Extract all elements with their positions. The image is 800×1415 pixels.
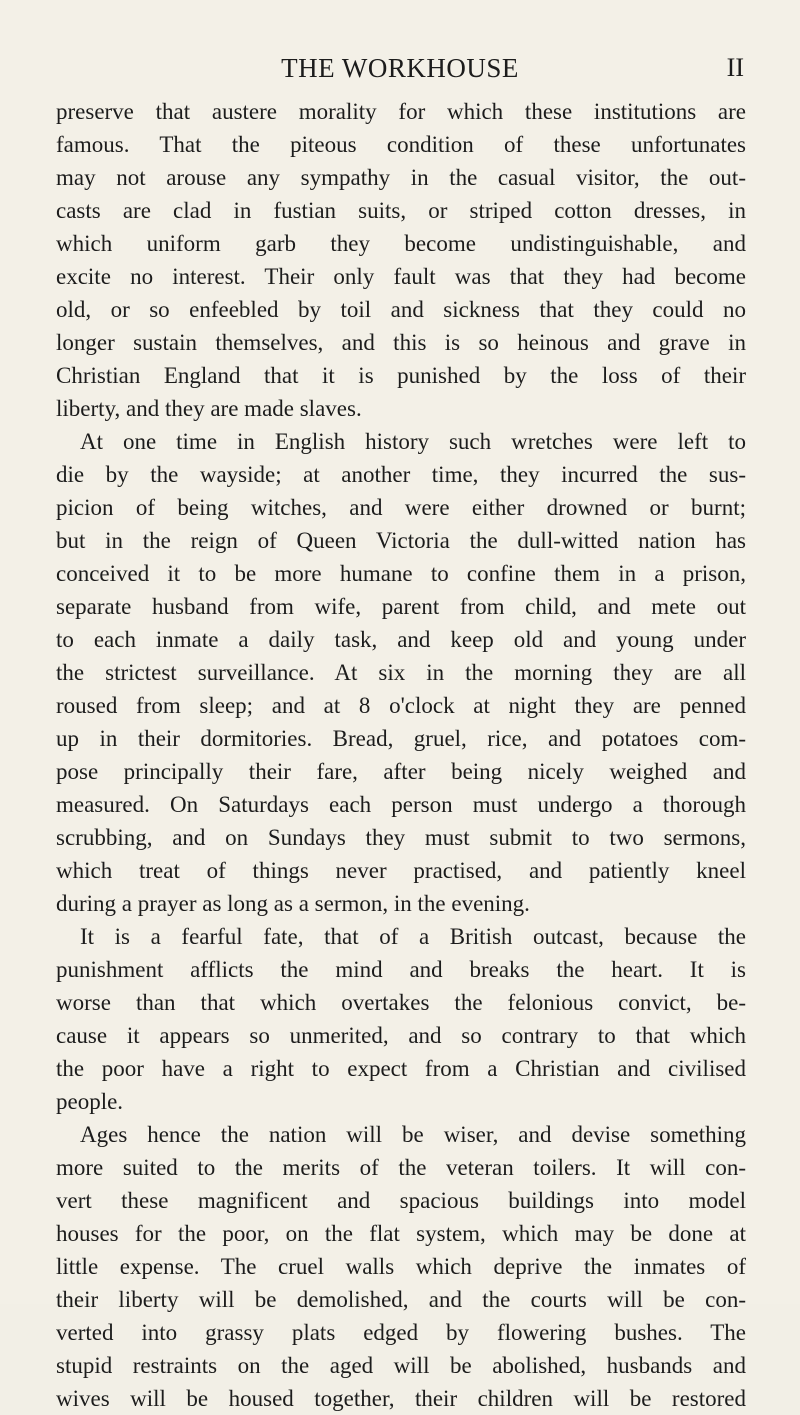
text-line: verted into grassy plats edged by flowering bushes. The [56, 1320, 746, 1345]
text-line: pose principally their fare, after being nicely weighed and [56, 759, 746, 784]
running-head [0, 50, 800, 90]
paragraph-end-line: liberty, and they are made slaves. [56, 396, 362, 421]
text-line: wives will be housed together, their children will be restored [56, 1386, 746, 1411]
text-line: stupid restraints on the aged will be abolished, husbands and [56, 1353, 746, 1378]
text-line: casts are clad in fustian suits, or striped cotton dresses, in [56, 198, 746, 223]
text-line: die by the wayside; at another time, they incurred the sus- [56, 462, 746, 487]
text-line: famous. That the piteous condition of these unfortunates [56, 132, 746, 157]
paragraph-first-line: It is a fearful fate, that of a British outcast, because the [80, 924, 746, 949]
page-number: II [726, 53, 744, 82]
text-line: Christian England that it is punished by the loss of their [56, 363, 746, 388]
text-line: preserve that austere morality for which these institutions are [56, 99, 746, 124]
text-line: up in their dormitories. Bread, gruel, rice, and potatoes com- [56, 726, 746, 751]
text-line: which uniform garb they become undistinguishable, and [56, 231, 746, 256]
text-line: houses for the poor, on the flat system, which may be done at [56, 1221, 746, 1246]
text-line: more suited to the merits of the veteran toilers. It will con- [56, 1155, 746, 1180]
body-text [56, 95, 746, 1415]
text-line: worse than that which overtakes the felonious convict, be- [56, 990, 746, 1015]
text-line: longer sustain themselves, and this is so heinous and grave in [56, 330, 746, 355]
text-line: but in the reign of Queen Victoria the dull-witted nation has [56, 528, 746, 553]
text-line: separate husband from wife, parent from child, and mete out [56, 594, 746, 619]
text-line: little expense. The cruel walls which deprive the inmates of [56, 1254, 746, 1279]
running-title: THE WORKHOUSE [281, 53, 519, 83]
text-line: old, or so enfeebled by toil and sickness that they could no [56, 297, 746, 322]
text-line: which treat of things never practised, and patiently kneel [56, 858, 746, 883]
text-line: conceived it to be more humane to confine them in a prison, [56, 561, 746, 586]
text-line: scrubbing, and on Sundays they must submit to two sermons, [56, 825, 746, 850]
paragraph-first-line: At one time in English history such wretches were left to [80, 429, 746, 454]
paragraph-end-line: during a prayer as long as a sermon, in the evening. [56, 891, 530, 916]
text-line: picion of being witches, and were either drowned or burnt; [56, 495, 746, 520]
text-line: their liberty will be demolished, and the courts will be con- [56, 1287, 746, 1312]
text-line: vert these magnificent and spacious buildings into model [56, 1188, 746, 1213]
text-line: the strictest surveillance. At six in the morning they are all [56, 660, 746, 685]
text-line: roused from sleep; and at 8 o'clock at night they are penned [56, 693, 746, 718]
text-line: measured. On Saturdays each person must undergo a thorough [56, 792, 746, 817]
text-line: to each inmate a daily task, and keep old and young under [56, 627, 746, 652]
text-line: punishment afflicts the mind and breaks the heart. It is [56, 957, 746, 982]
paragraph-end-line: people. [56, 1089, 124, 1114]
text-line: excite no interest. Their only fault was that they had become [56, 264, 746, 289]
text-line: the poor have a right to expect from a Christian and civilised [56, 1056, 746, 1081]
text-line: cause it appears so unmerited, and so contrary to that which [56, 1023, 746, 1048]
text-line: may not arouse any sympathy in the casual visitor, the out- [56, 165, 746, 190]
paragraph-first-line: Ages hence the nation will be wiser, and devise something [80, 1122, 746, 1147]
